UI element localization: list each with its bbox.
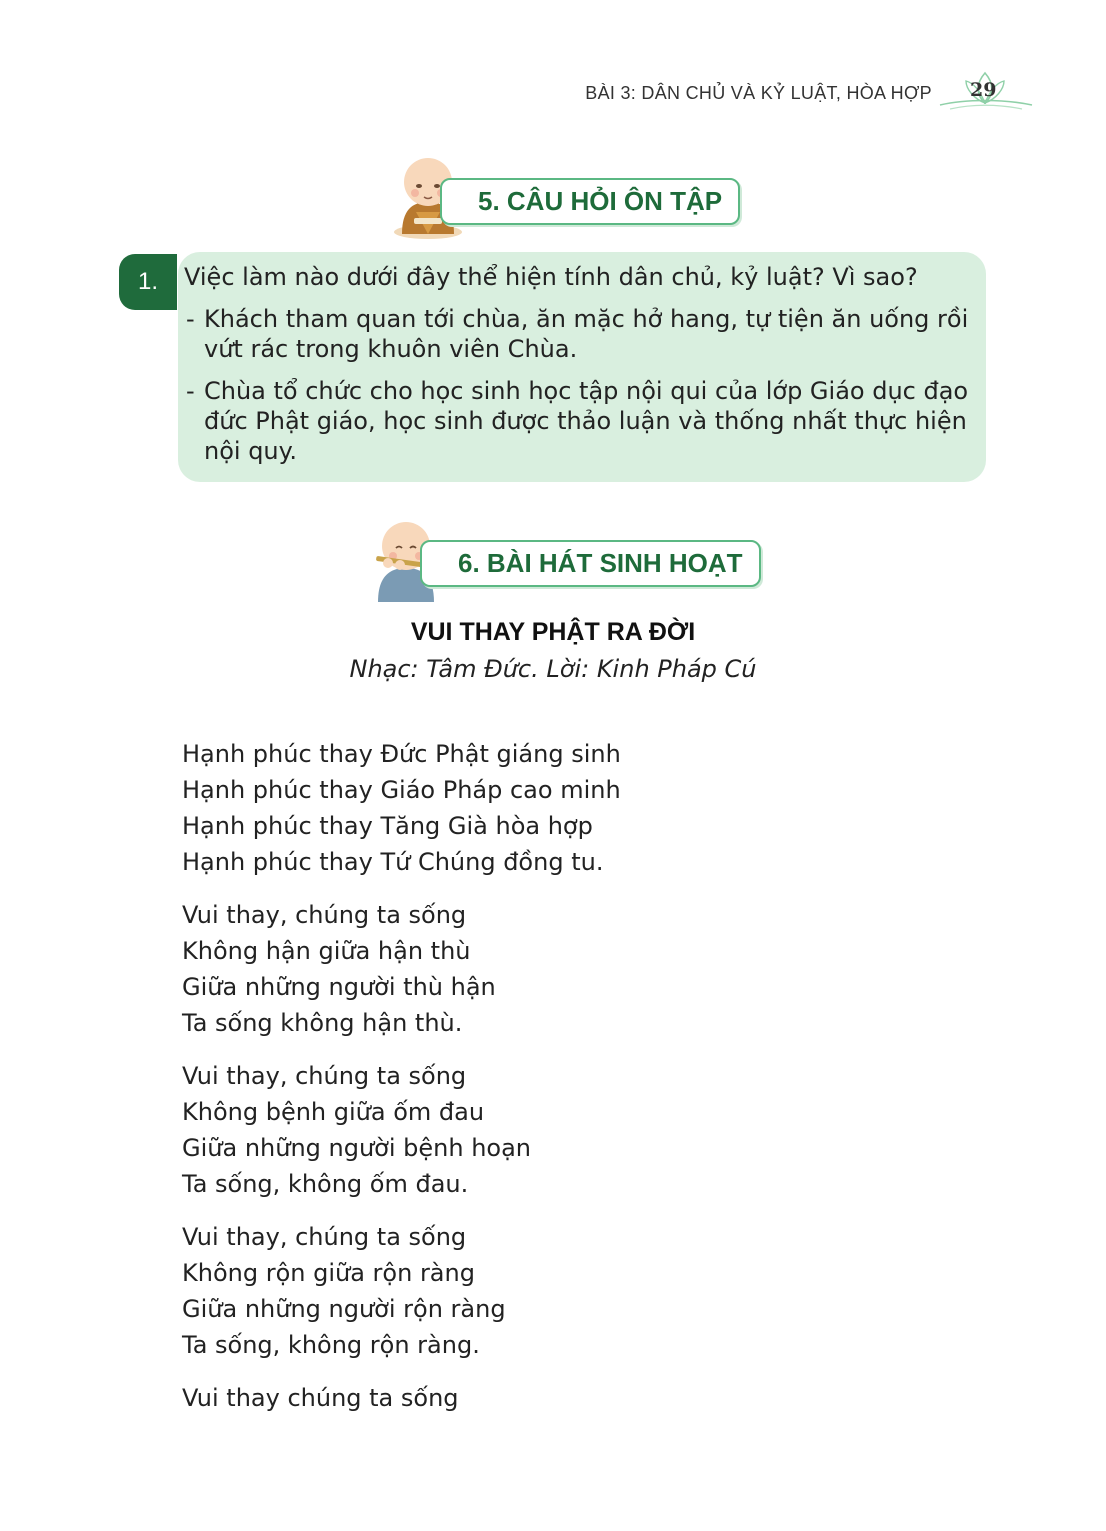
question-option bbox=[184, 304, 979, 364]
lyric-line: Không hận giữa hận thù bbox=[182, 937, 471, 965]
lyric-line: Vui thay chúng ta sống bbox=[182, 1384, 459, 1412]
option-dash: - bbox=[186, 377, 195, 405]
lyric-line: Hạnh phúc thay Đức Phật giáng sinh bbox=[182, 740, 621, 768]
lyric-line: Vui thay, chúng ta sống bbox=[182, 901, 467, 929]
lyric-line: Vui thay, chúng ta sống bbox=[182, 1223, 467, 1251]
section-6-heading bbox=[420, 540, 761, 587]
question-prompt: Việc làm nào dưới đây thể hiện tính dân chủ, kỷ luật? Vì sao? bbox=[184, 263, 918, 291]
lyrics-stanza bbox=[182, 736, 621, 880]
chapter-title: BÀI 3: DÂN CHỦ VÀ KỶ LUẬT, HÒA HỢP bbox=[585, 82, 932, 103]
question-content bbox=[184, 262, 979, 466]
song-title: VUI THAY PHẬT RA ĐỜI bbox=[410, 618, 696, 646]
lyrics-stanza bbox=[182, 897, 621, 1041]
option-dash: - bbox=[186, 305, 195, 333]
option-text: Chùa tổ chức cho học sinh học tập nội qui của lớp Giáo dục đạo đức Phật giáo, học sinh được thảo luận và thống nhất thực hiện nội quy. bbox=[204, 377, 969, 465]
lyric-line: Không bệnh giữa ốm đau bbox=[182, 1098, 485, 1126]
lyric-line: Ta sống, không ốm đau. bbox=[182, 1170, 469, 1198]
question-option bbox=[184, 376, 979, 466]
song-lyrics bbox=[182, 736, 621, 1433]
page-number: 29 bbox=[970, 79, 997, 101]
page-number-ornament bbox=[936, 69, 1034, 117]
lyric-line: Không rộn giữa rộn ràng bbox=[182, 1259, 475, 1287]
lyric-line: Hạnh phúc thay Giáo Pháp cao minh bbox=[182, 776, 621, 804]
lyric-line: Hạnh phúc thay Tăng Già hòa hợp bbox=[182, 812, 593, 840]
question-number: 1. bbox=[119, 254, 177, 310]
song-credit: Nhạc: Tâm Đức. Lời: Kinh Pháp Cú bbox=[349, 655, 757, 683]
lyric-line: Ta sống không hận thù. bbox=[182, 1009, 463, 1037]
section-5-title: 5. CÂU HỎI ÔN TẬP bbox=[440, 178, 740, 225]
lyric-line: Hạnh phúc thay Tứ Chúng đồng tu. bbox=[182, 848, 604, 876]
lyric-line: Ta sống, không rộn ràng. bbox=[182, 1331, 480, 1359]
page-header bbox=[585, 76, 1034, 110]
option-text: Khách tham quan tới chùa, ăn mặc hở hang, tự tiện ăn uống rồi vứt rác trong khuôn viên Chùa. bbox=[204, 305, 969, 363]
lyric-line: Giữa những người rộn ràng bbox=[182, 1295, 506, 1323]
section-6-title: 6. BÀI HÁT SINH HOẠT bbox=[420, 540, 761, 587]
lyric-line: Vui thay, chúng ta sống bbox=[182, 1062, 467, 1090]
section-5-heading bbox=[440, 178, 740, 225]
lyric-line: Giữa những người bệnh hoạn bbox=[182, 1134, 532, 1162]
lyric-line: Giữa những người thù hận bbox=[182, 973, 496, 1001]
lyrics-stanza bbox=[182, 1058, 621, 1202]
lyrics-stanza bbox=[182, 1219, 621, 1363]
lyrics-stanza bbox=[182, 1380, 621, 1416]
